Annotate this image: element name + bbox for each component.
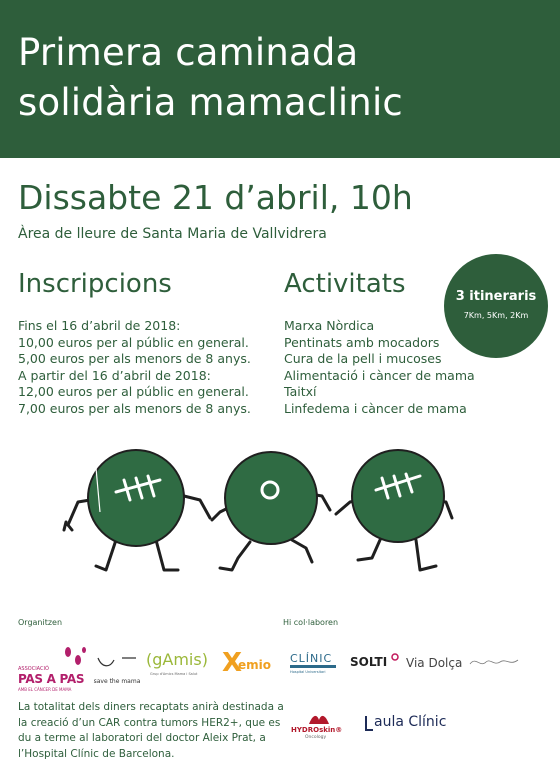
page-title <box>18 28 403 128</box>
activitat-item: Linfedema i càncer de mama <box>284 400 467 416</box>
pasapas-tag: AMB EL CÀNCER DE MAMA <box>18 687 72 692</box>
inscripcions-line: Fins el 16 d’abril de 2018: <box>18 318 181 333</box>
organitzen-label: Organitzen <box>18 618 63 627</box>
solti-text: SOLTI <box>350 655 388 669</box>
gamis-sub: Grup d'Amics Mama i Salut <box>150 672 198 676</box>
inscripcions-list <box>18 318 251 417</box>
pasapas-name: PAS A PAS <box>18 672 85 686</box>
inscripcions-line: 5,00 euros per als menors de 8 anys. <box>18 351 251 366</box>
hydroskin-logo <box>291 712 347 742</box>
badge-distances: 7Km, 5Km, 2Km <box>463 311 529 320</box>
xemio-x-icon: X <box>222 648 243 678</box>
aula-clinic-logo <box>364 714 464 734</box>
inscripcions-heading: Inscripcions <box>18 269 172 299</box>
title-line-1: Primera caminada <box>18 31 359 74</box>
mascots-illustration <box>60 440 480 590</box>
gamis-logo <box>146 650 216 686</box>
gamis-text: (gAmis) <box>146 650 208 669</box>
hydroskin-text: HYDROskin® <box>291 726 343 734</box>
inscripcions-line: 7,00 euros per als menors de 8 anys. <box>18 400 251 416</box>
xemio-text: emio <box>238 658 271 672</box>
pas-a-pas-logo <box>18 646 90 690</box>
event-place: Àrea de lleure de Santa Maria de Vallvidrera <box>18 226 327 242</box>
aula-text: aula Clínic <box>374 714 447 730</box>
activitat-item: Marxa Nòrdica <box>284 318 375 333</box>
badge-title: 3 itineraris <box>455 289 537 304</box>
via-dolca-logo: Via Dolça <box>406 656 463 670</box>
collaboren-label: Hi col·laboren <box>283 618 339 627</box>
inscripcions-line: 10,00 euros per al públic en general. <box>18 334 249 350</box>
save-the-mama-logo <box>92 654 142 690</box>
clinic-logo <box>290 652 340 682</box>
mascot-1 <box>88 450 184 546</box>
event-date: Dissabte 21 d’abril, 10h <box>18 178 413 217</box>
header-banner <box>0 0 560 158</box>
activitat-item: Alimentació i càncer de mama <box>284 367 475 383</box>
itineraris-badge <box>444 254 548 358</box>
solti-logo <box>350 652 400 672</box>
inscripcions-line: 12,00 euros per al públic en general. <box>18 384 249 399</box>
mascot-3 <box>352 450 444 542</box>
clinic-bar <box>290 665 336 668</box>
signature-logo <box>468 654 524 670</box>
pasapas-small: ASSOCIACIÓ <box>18 666 49 672</box>
footer-note: La totalitat dels diners recaptats anirà destinada a la creació d’un CAR contra tumors HER2+, que es du a terme al laboratori del doctor Aleix Prat, a l’Hospital Clínic de Barcelona. <box>18 701 284 760</box>
hydroskin-sub: Oncology <box>305 735 327 740</box>
clinic-text: CLÍNIC <box>290 652 333 665</box>
activitat-item: Pentinats amb mocadors <box>284 334 440 350</box>
clinic-sub: Hospital Universitari <box>290 670 326 674</box>
inscripcions-line: A partir del 16 d’abril de 2018: <box>18 367 211 383</box>
xemio-logo <box>222 648 272 684</box>
activitats-list <box>284 318 475 417</box>
activitats-heading: Activitats <box>284 269 406 299</box>
activitat-item: Taitxí <box>284 384 317 399</box>
activitat-item: Cura de la pell i mucoses <box>284 351 442 366</box>
savemama-text: save the mama <box>93 678 141 685</box>
title-line-2: solidària mamaclinic <box>18 81 403 124</box>
